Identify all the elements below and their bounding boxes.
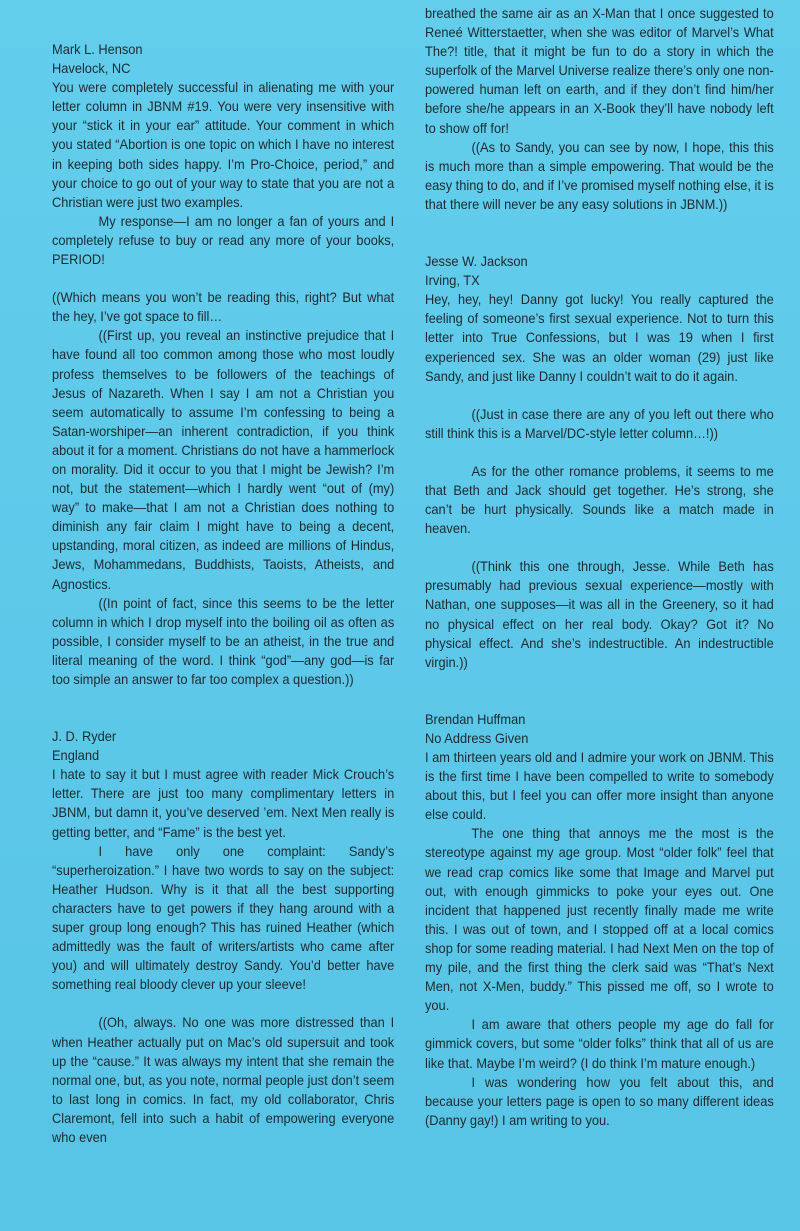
letter-location: Havelock, NC [52,61,131,77]
reply-paragraph: breathed the same air as an X-Man that I once suggested to Reneé Witterstaetter, when she was editor of Marvel’s What The?! title, that it might be fun to do a story in which the superfolk of the Marvel Universe realize there’s only one non-powered human left on earth, and if they don’t find him/her before she/he appears in an X-Book they’ll have nobody left to show off for! [425,6,774,136]
letter-author: Mark L. Henson [52,42,143,57]
letter-paragraph: As for the other romance problems, it seems to me that Beth and Jack should get together. He’s strong, she can’t be hurt physically. Sounds like a match made in heaven. [425,463,774,537]
left-column [52,0,394,1147]
letter-paragraph: I am thirteen years old and I admire your work on JBNM. This is the first time I have been compelled to write to somebody about this, but I feel you can offer more insight than anyone else could. [425,750,774,823]
reply-paragraph: ((Oh, always. No one was more distressed than I when Heather actually put on Mac’s old supersuit and took up the “cause.” It was always my intent that she remain the normal one, but, as you note, normal people just don’t seem to last long in comics. In fact, my old collaborator, Chris Claremont, fell into such a habit of empowering everyone who even [52,1015,395,1145]
letter-location: No Address Given [425,730,529,746]
reply-paragraph: ((First up, you reveal an instinctive prejudice that I have found all too common among those who most loudly profess themselves to be followers of the teachings of Jesus of Nazareth. When I say I am not a Christian you seem automatically to assume I’m confessing to being a Satan-worshiper—an inherent contradiction, if you think about it for a moment. Christians do not have a hammerlock on morality. Did it occur to you that I might be Jewish? I’m not, but the statement—which I hardly went “out of (my) way” to make—that I am not a Christian does nothing to diminish any fair claim I might have to being a decent, upstanding, moral citizen, as indeed are millions of Hindus, Jews, Mohammedans, Buddhists, Taoists, Atheists, and Agnostics. [52,328,395,592]
letter-author: Jesse W. Jackson [425,254,528,270]
letter-location: Irving, TX [425,273,480,289]
letter-paragraph: I have only one complaint: Sandy’s “superheroization.” I have two words to say on the subject: Heather Hudson. Why is it that all the best supporting characters have to get powers if they hang around with a super group long enough? This has ruined Heather (which admittedly was the fault of writers/artists who came after you) and will ultimately destroy Sandy. You’d better have something real bloody clever up your sleeve! [52,843,395,993]
reply-paragraph: ((Think this one through, Jesse. While Beth has presumably had previous sexual experience—mostly with Nathan, one supposes—it was all in the Greenery, so it had no physical effect on her real body. Okay? Got it? No physical effect. And she’s indestructible. An indestructible virgin.)) [425,559,774,670]
letter-author: Brendan Huffman [425,711,526,727]
reply-paragraph: ((Which means you won’t be reading this, right? But what the hey, I’ve got space to fill… [52,290,395,325]
letter-paragraph: I hate to say it but I must agree with reader Mick Crouch’s letter. There are just too many complimentary letters in JBNM, but damn it, you’ve deserved ’em. Next Men really is getting better, and “Fame” is the best yet. [52,767,395,840]
reply-paragraph: ((In point of fact, since this seems to be the letter column in which I drop myself into the boiling oil as often as possible, I consider myself to be an atheist, in the true and literal meaning of the word. I think “god”—any god—is far too simple an answer to far too complex a question.)) [52,595,395,687]
letter-paragraph: The one thing that annoys me the most is the stereotype against my age group. Most “older folk” feel that we read crap comics like some that Image and Marvel put out, with enough gimmicks to poke your eyes out. One incident that happened just recently finally made me write this. I was out of town, and I stopped off at a local comics shop for some reading material. I had Next Men on the top of my pile, and the first thing the clerk said was “That’s Next Men, not X-Men, buddy.” This pissed me off, so I wrote to you. [425,826,774,1014]
letter-paragraph: I was wondering how you felt about this, and because your letters page is open to so many different ideas (Danny gay!) I am writing to you. [425,1074,774,1128]
reply-paragraph: ((As to Sandy, you can see by now, I hope, this this is much more than a simple empowering. That would be the easy thing to do, and if I’ve promised myself nothing else, it is that there will never be any easy solutions in JBNM.)) [425,139,774,212]
right-column [425,0,774,1130]
letter-location: England [52,748,100,764]
reply-paragraph: ((Just in case there are any of you left out there who still think this is a Marvel/DC-style letter column…!)) [425,406,774,441]
letter-paragraph: Hey, hey, hey! Danny got lucky! You really captured the feeling of someone’s first sexual experience. Not to turn this letter into True Confessions, but I was 19 when I first experienced sex. She was an older woman (29) just like Sandy, and just like Danny I couldn’t wait to do it again. [425,292,774,384]
letter-paragraph: You were completely successful in alienating me with your letter column in JBNM #19. You were very insensitive with your “stick it in your ear” attitude. Your comment in which you stated “Abortion is one topic on which I have no interest in keeping both sides happy. I’m Pro-Choice, period,” and your choice to go out of your way to state that you are not a Christian were just two examples. [52,80,395,210]
letter-paragraph: I am aware that others people my age do fall for gimmick covers, but some “older folks” think that all of us are like that. Maybe I’m weird? (I do think I’m mature enough.) [425,1017,774,1071]
letter-author: J. D. Ryder [52,729,117,745]
letter-paragraph: My response—I am no longer a fan of yours and I completely refuse to buy or read any more of your books, PERIOD! [52,213,395,268]
